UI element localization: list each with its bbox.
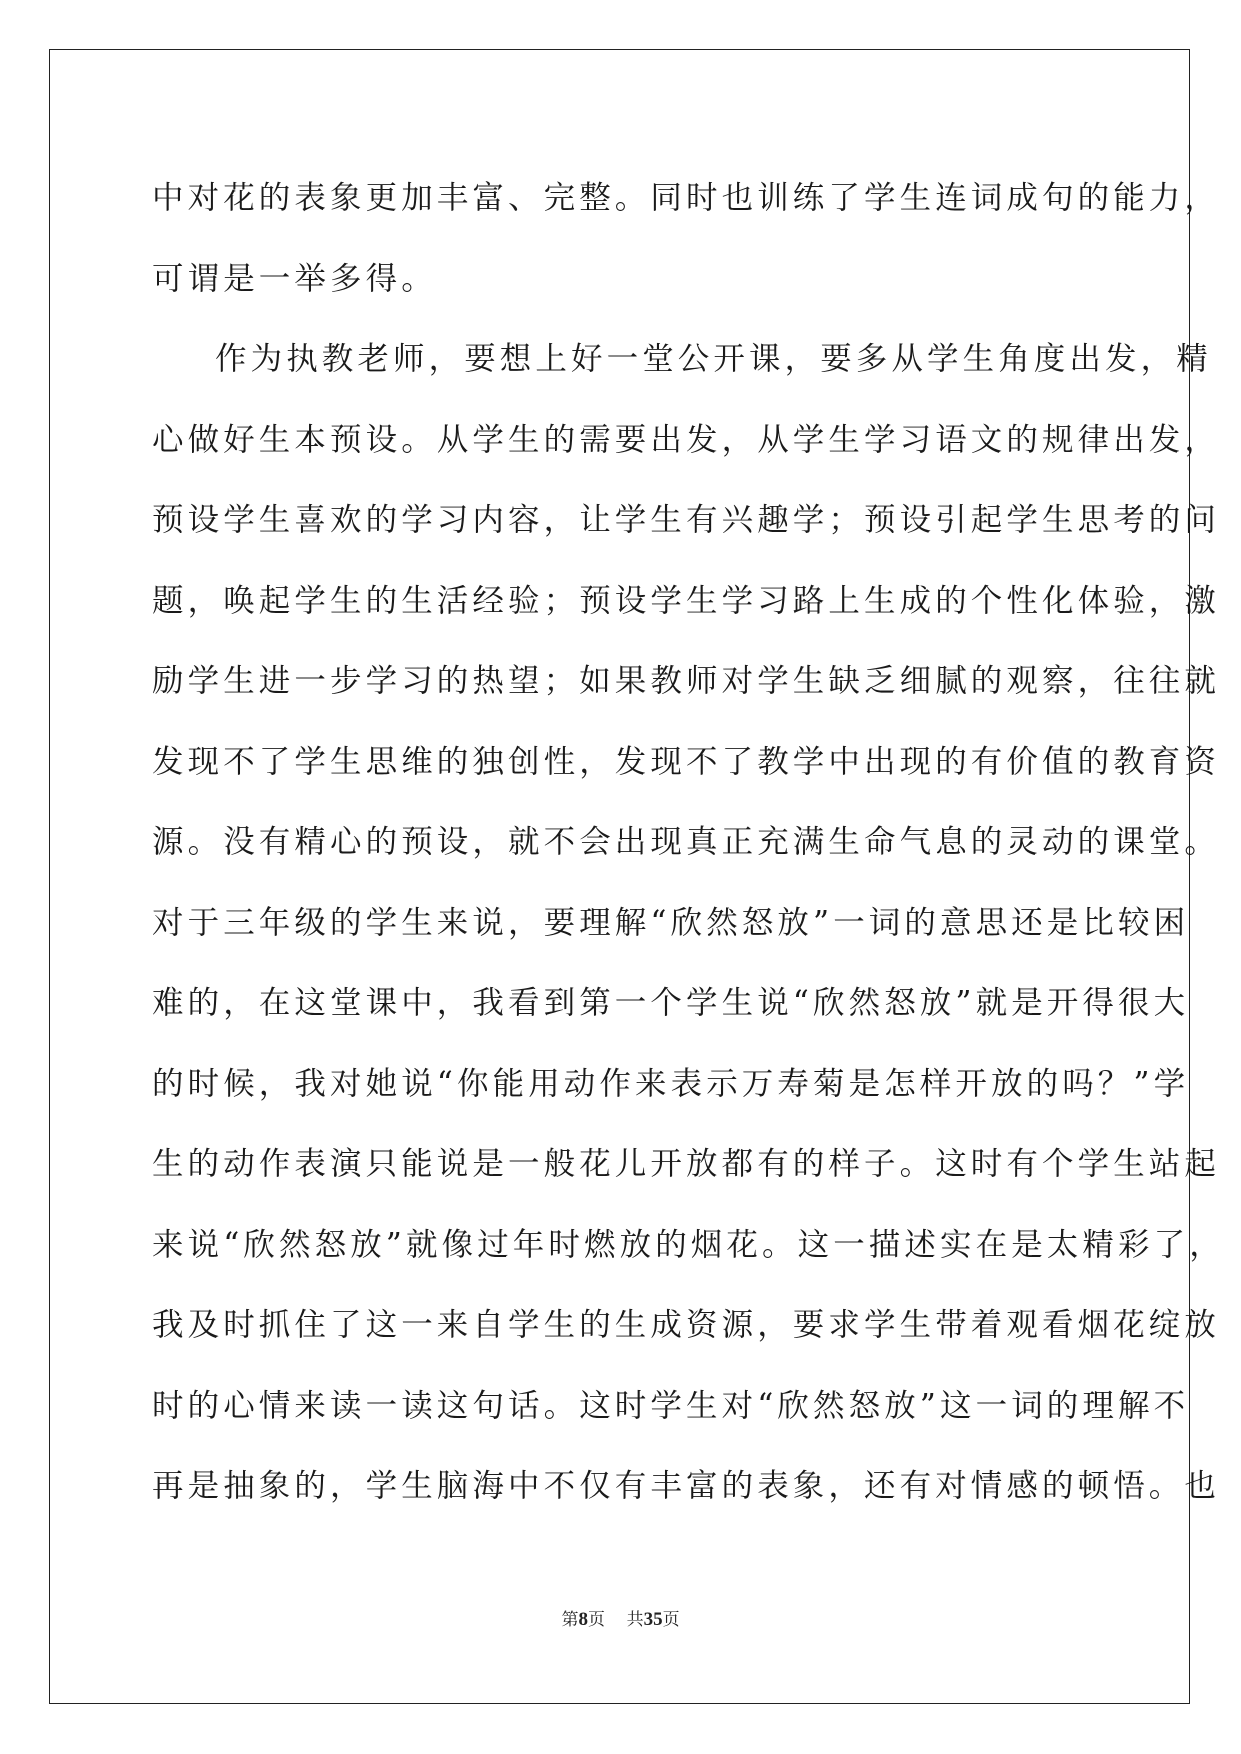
text-line: 来说“欣然怒放”就像过年时燃放的烟花。这一描述实在是太精彩了， bbox=[152, 1226, 1225, 1263]
text-line: 预设学生喜欢的学习内容，让学生有兴趣学；预设引起学生思考的问 bbox=[152, 502, 1221, 538]
total-suffix: 页 bbox=[662, 1610, 680, 1630]
total-prefix: 共 bbox=[626, 1610, 644, 1630]
text-line: 我及时抓住了这一来自学生的生成资源，要求学生带着观看烟花绽放 bbox=[152, 1307, 1221, 1343]
text-line: 发现不了学生思维的独创性，发现不了教学中出现的有价值的教育资 bbox=[152, 743, 1221, 780]
document-body bbox=[152, 158, 1225, 1527]
page-prefix: 第 bbox=[561, 1610, 579, 1630]
text-line: 可谓是一举多得。 bbox=[152, 260, 437, 297]
page-number: 8 bbox=[578, 1609, 588, 1630]
text-line: 源。没有精心的预设，就不会出现真正充满生命气息的灵动的课堂。 bbox=[152, 824, 1221, 860]
text-line: 心做好生本预设。从学生的需要出发，从学生学习语文的规律出发， bbox=[152, 421, 1221, 458]
text-line: 再是抽象的，学生脑海中不仅有丰富的表象，还有对情感的顿悟。也 bbox=[152, 1468, 1221, 1504]
total-pages: 35 bbox=[643, 1609, 663, 1630]
text-line: 题，唤起学生的生活经验；预设学生学习路上生成的个性化体验，激 bbox=[152, 582, 1221, 619]
page-footer bbox=[0, 1605, 1241, 1631]
text-line: 时的心情来读一读这句话。这时学生对“欣然怒放”这一词的理解不 bbox=[152, 1387, 1190, 1424]
text-line: 生的动作表演只能说是一般花儿开放都有的样子。这时有个学生站起 bbox=[152, 1146, 1221, 1182]
text-line: 对于三年级的学生来说，要理解“欣然怒放”一词的意思还是比较困 bbox=[152, 904, 1190, 941]
text-line: 难的，在这堂课中，我看到第一个学生说“欣然怒放”就是开得很大 bbox=[152, 985, 1190, 1021]
text-line: 的时候，我对她说“你能用动作来表示万寿菊是怎样开放的吗？”学 bbox=[152, 1065, 1190, 1102]
text-line: 励学生进一步学习的热望；如果教师对学生缺乏细腻的观察，往往就 bbox=[152, 663, 1221, 699]
page-suffix: 页 bbox=[587, 1610, 605, 1630]
text-line: 作为执教老师，要想上好一堂公开课，要多从学生角度出发，精 bbox=[215, 341, 1212, 377]
text-line: 中对花的表象更加丰富、完整。同时也训练了学生连词成句的能力， bbox=[152, 180, 1221, 216]
